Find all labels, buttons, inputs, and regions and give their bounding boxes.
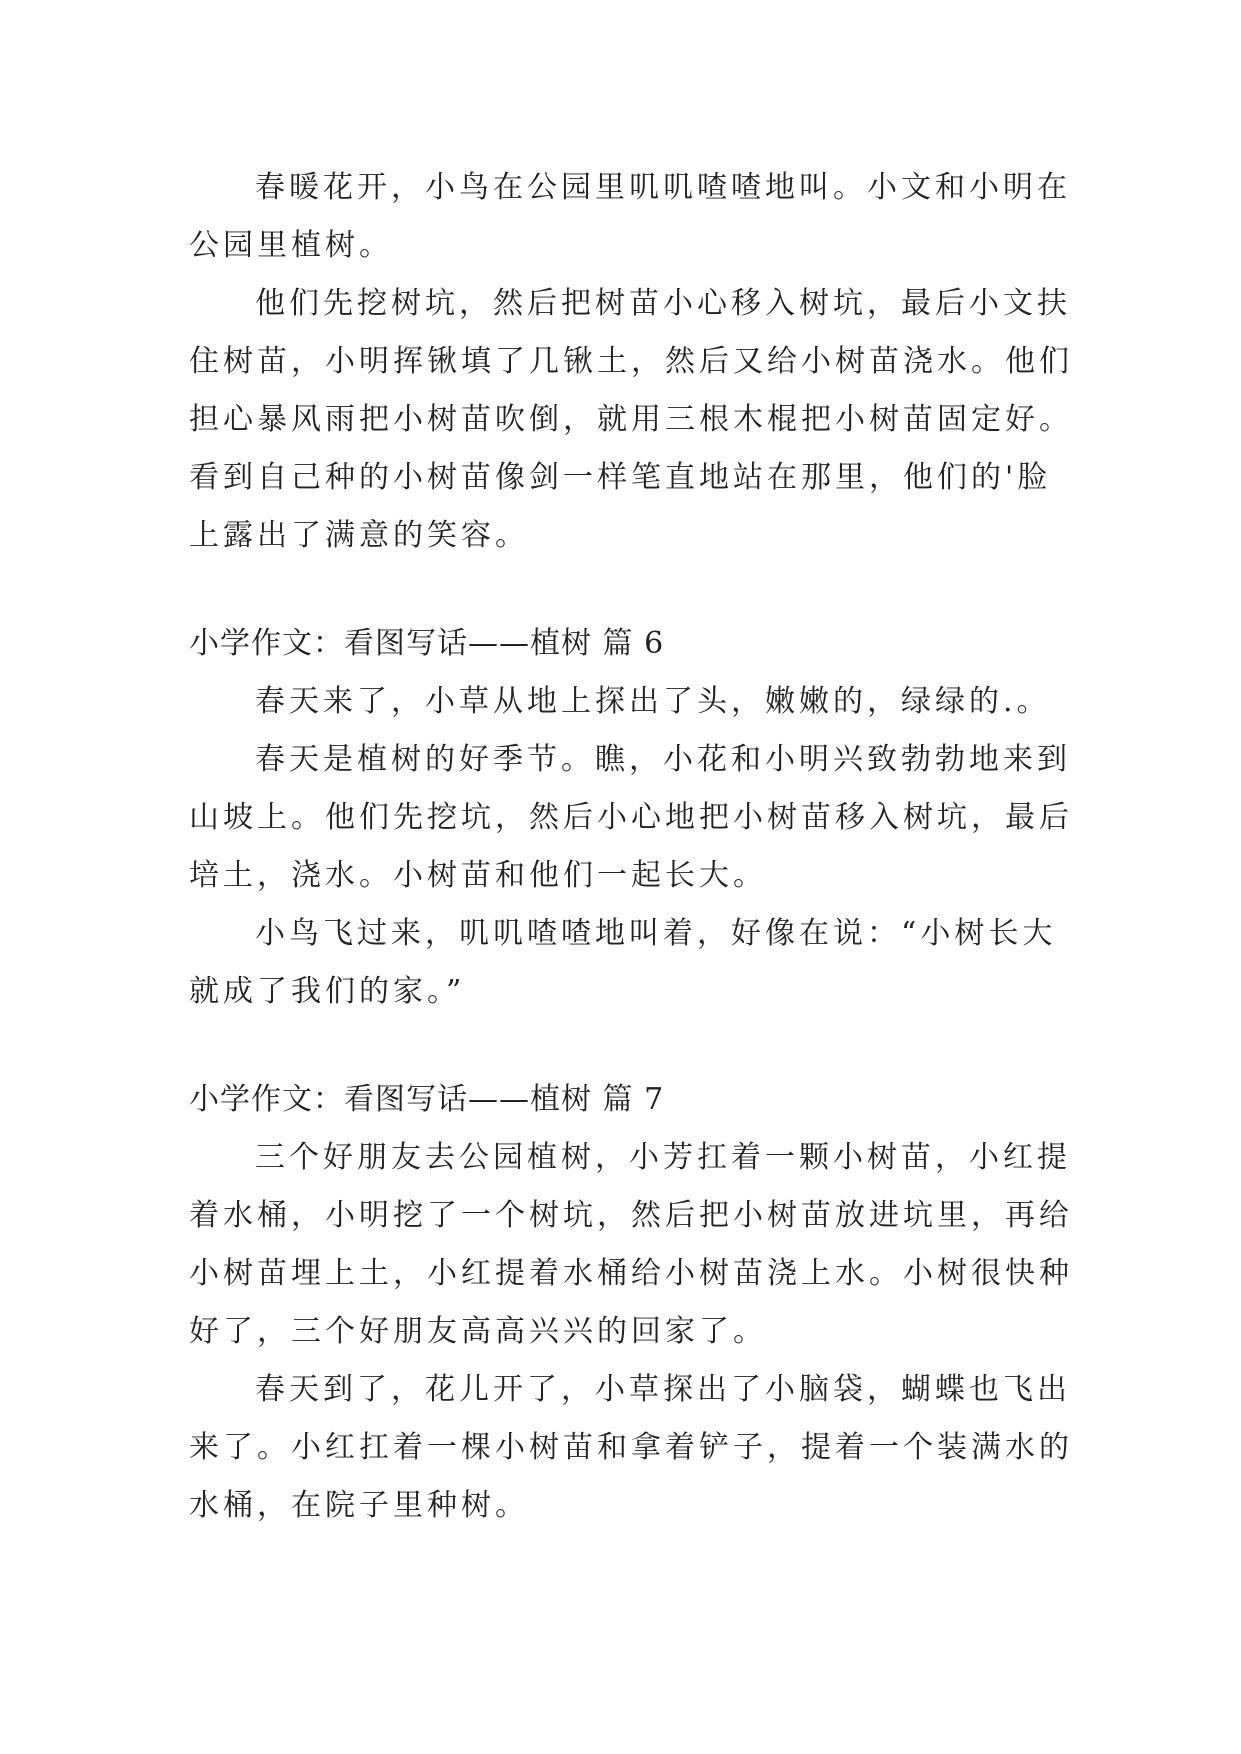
paragraph-line: 他们先挖树坑，然后把树苗小心移入树坑，最后小文扶 [255, 286, 1071, 321]
paragraph-line: 着水桶，小明挖了一个树坑，然后把小树苗放进坑里，再给 [189, 1198, 1073, 1233]
paragraph-line: 春天到了，花儿开了，小草探出了小脑袋，蝴蝶也飞出 [255, 1372, 1071, 1407]
paragraph-line: 培土，浇水。小树苗和他们一起长大。 [189, 858, 767, 893]
section-heading: 小学作文：看图写话——植树 篇 7 [189, 1082, 665, 1117]
paragraph-line: 公园里植树。 [189, 228, 393, 263]
paragraph-line: 好了，三个好朋友高高兴兴的回家了。 [189, 1314, 767, 1349]
paragraph-line: 水桶，在院子里种树。 [189, 1488, 529, 1523]
section-heading: 小学作文：看图写话——植树 篇 6 [189, 626, 665, 661]
paragraph-line: 住树苗，小明挥锹填了几锹土，然后又给小树苗浇水。他们 [189, 344, 1073, 379]
paragraph-line: 三个好朋友去公园植树，小芳扛着一颗小树苗，小红提 [255, 1140, 1071, 1175]
paragraph-line: 小鸟飞过来，叽叽喳喳地叫着，好像在说：“小树长大 [255, 916, 1057, 951]
paragraph-line: 春暖花开，小鸟在公园里叽叽喳喳地叫。小文和小明在 [255, 170, 1071, 205]
paragraph-line: 看到自己种的小树苗像剑一样笔直地站在那里，他们的'脸 [189, 460, 1052, 495]
paragraph-line: 小树苗埋上土，小红提着水桶给小树苗浇上水。小树很快种 [189, 1256, 1073, 1291]
paragraph-line: 来了。小红扛着一棵小树苗和拿着铲子，提着一个装满水的 [189, 1430, 1073, 1465]
paragraph-line: 担心暴风雨把小树苗吹倒，就用三根木棍把小树苗固定好。 [189, 402, 1073, 437]
paragraph-line: 就成了我们的家。” [189, 974, 466, 1009]
paragraph-line: 春天是植树的好季节。瞧，小花和小明兴致勃勃地来到 [255, 742, 1071, 777]
paragraph-line: 山坡上。他们先挖坑，然后小心地把小树苗移入树坑，最后 [189, 800, 1073, 835]
paragraph-line: 上露出了满意的笑容。 [189, 518, 529, 553]
paragraph-line: 春天来了，小草从地上探出了头，嫩嫩的，绿绿的.。 [255, 684, 1051, 719]
